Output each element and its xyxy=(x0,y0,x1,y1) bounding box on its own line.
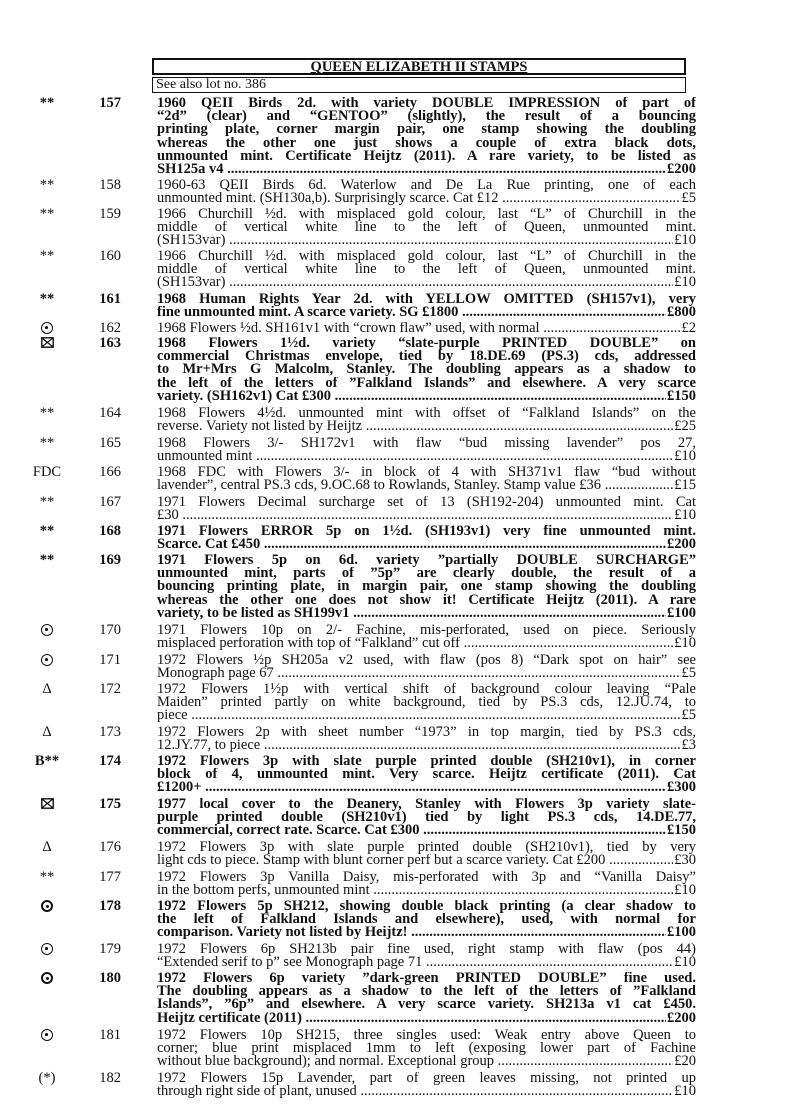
lot-description xyxy=(157,407,696,433)
lot-number: 166 xyxy=(99,464,121,480)
description-text: Heijtz certificate (2011) xyxy=(157,1011,302,1025)
lot-number: 168 xyxy=(99,523,121,539)
description-line: to Mr+Mrs G Malcolm, Stanley. The doubling appears as a shadow to xyxy=(157,363,696,377)
lot-price: £10 xyxy=(674,450,696,464)
description-line: the left of the letters of ”Falkland Islands” and elsewhere. A very scarce xyxy=(157,376,696,390)
description-line xyxy=(157,854,696,867)
lot-condition: Δ xyxy=(42,839,52,855)
lot-description xyxy=(157,554,696,620)
lot-price: £5 xyxy=(681,667,696,681)
description-line: 1972 Flowers 3p Vanilla Daisy, mis-perforated with 3p and “Vanilla Daisy” xyxy=(157,871,696,885)
lot-condition: ** xyxy=(39,494,55,510)
lot-description xyxy=(157,1072,696,1098)
lot-description xyxy=(157,943,696,969)
lot-description xyxy=(157,437,696,463)
lot-number: 160 xyxy=(99,248,121,264)
description-line: middle of vertical white line to the left of Queen, unmounted mint. xyxy=(157,263,696,277)
lot-condition: ** xyxy=(39,405,55,421)
lot-price: £10 xyxy=(674,1085,696,1099)
description-line xyxy=(157,1085,696,1098)
lot-price: £800 xyxy=(667,306,696,320)
lot-number: 179 xyxy=(99,941,121,957)
lot-description xyxy=(157,322,696,335)
description-text: (SH153var) xyxy=(157,234,226,248)
lot-condition: ** xyxy=(39,869,55,885)
lot-condition: ** xyxy=(39,177,55,193)
lot-number: 162 xyxy=(99,320,121,336)
used-stamp-icon xyxy=(30,1029,64,1043)
lot-number: 172 xyxy=(99,681,121,697)
description-line: whereas the other one just shows a couple of extra black dots, xyxy=(157,136,696,150)
description-line: 1972 Flowers 10p SH215, three singles used: Weak entry above Queen to xyxy=(157,1029,696,1043)
lot-price: £100 xyxy=(667,926,696,940)
description-line xyxy=(157,709,696,722)
description-line: 1966 Churchill ½d. with misplaced gold colour, last “L” of Churchill in the xyxy=(157,250,696,264)
description-line: 1968 Human Rights Year 2d. with YELLOW OMITTED (SH157v1), very xyxy=(157,293,696,307)
lot-condition: ** xyxy=(39,248,55,264)
lot-description xyxy=(157,1029,696,1069)
lot-price: £150 xyxy=(667,389,696,403)
lot-price: £10 xyxy=(674,234,696,248)
description-text: Scarce. Cat £450 xyxy=(157,538,261,552)
description-text: £30 xyxy=(157,509,179,523)
lot-price: £20 xyxy=(674,1055,696,1069)
description-line: 1968 Flowers 4½d. unmounted mint with offset of “Falkland Islands” on the xyxy=(157,407,696,421)
lot-description xyxy=(157,466,696,492)
lot-price: £5 xyxy=(681,192,696,206)
see-also-note: See also lot no. 386 xyxy=(152,77,686,93)
lot-description xyxy=(157,798,696,838)
lot-condition: ** xyxy=(39,291,55,307)
description-text: through right side of plant, unused xyxy=(157,1085,357,1099)
lot-price: £30 xyxy=(674,854,696,868)
description-line: 1972 Flowers ½p SH205a v2 used, with flaw (pos 8) “Dark spot on hair” see xyxy=(157,654,696,668)
lot-description xyxy=(157,97,696,176)
lot-number: 158 xyxy=(99,177,121,193)
lot-price: £3 xyxy=(681,739,696,753)
lot-number: 174 xyxy=(99,753,121,769)
description-text: unmounted mint. (SH130a,b). Surprisingly scarce. Cat £12 xyxy=(157,192,499,206)
lot-condition: B** xyxy=(34,753,60,769)
lot-number: 175 xyxy=(99,796,121,812)
description-text: unmounted mint xyxy=(157,450,253,464)
lot-price: £5 xyxy=(681,709,696,723)
description-line: 1972 Flowers 15p Lavender, part of green leaves missing, not printed up xyxy=(157,1072,696,1086)
description-text: 1968 Flowers ½d. SH161v1 with “crown flaw” used, with normal xyxy=(157,322,540,336)
description-text: variety. (SH162v1) Cat £300 xyxy=(157,389,331,403)
description-line xyxy=(157,276,696,289)
used-stamp-icon xyxy=(30,972,64,986)
description-line: purple printed double (SH210v1) tied by light PS.3 cds, 14.DE.77, xyxy=(157,811,696,825)
lot-number: 171 xyxy=(99,652,121,668)
description-line xyxy=(157,1012,696,1025)
lot-description xyxy=(157,293,696,319)
description-line xyxy=(157,163,696,176)
lot-price: £10 xyxy=(674,509,696,523)
lot-condition: FDC xyxy=(32,464,62,480)
description-line: 1972 Flowers 6p SH213b pair fine used, right stamp with flaw (pos 44) xyxy=(157,943,696,957)
lot-number: 163 xyxy=(99,335,121,351)
lot-price: £100 xyxy=(667,606,696,620)
description-line xyxy=(157,450,696,463)
description-line: whereas the other one does not show it! Certificate Heijtz (2011). A rare xyxy=(157,593,696,607)
lot-number: 180 xyxy=(99,970,121,986)
description-line: 1968 Flowers 3/- SH172v1 with flaw “bud missing lavender” pos 27, xyxy=(157,437,696,451)
lot-number: 178 xyxy=(99,898,121,914)
lot-number: 159 xyxy=(99,206,121,222)
lot-description xyxy=(157,755,696,795)
lot-description xyxy=(157,900,696,940)
lot-number: 181 xyxy=(99,1027,121,1043)
used-stamp-icon xyxy=(30,900,64,914)
description-line xyxy=(157,667,696,680)
description-line xyxy=(157,192,696,205)
lot-condition: Δ xyxy=(42,724,52,740)
description-line: the left of Falkland Islands and elsewhere), used, with normal for xyxy=(157,913,696,927)
description-line xyxy=(157,390,696,403)
description-line: 1972 Flowers 2p with sheet number “1973” in top margin, tied by PS.3 cds, xyxy=(157,726,696,740)
lot-price: £200 xyxy=(667,538,696,552)
lot-description xyxy=(157,683,696,723)
lot-number: 173 xyxy=(99,724,121,740)
lot-description xyxy=(157,525,696,551)
description-text: Monograph page 67 xyxy=(157,667,274,681)
lot-description xyxy=(157,179,696,205)
description-line: middle of vertical white line to the left of Queen, unmounted mint. xyxy=(157,221,696,235)
description-text: comparison. Variety not listed by Heijtz! xyxy=(157,926,408,940)
lot-description xyxy=(157,871,696,897)
description-text: “Extended serif to p” see Monograph page 71 xyxy=(157,956,423,970)
description-text: (SH153var) xyxy=(157,276,226,290)
cover-envelope-icon xyxy=(30,798,64,811)
description-line xyxy=(157,607,696,620)
lot-description xyxy=(157,972,696,1025)
lot-price: £10 xyxy=(674,276,696,290)
description-text: fine unmounted mint. A scarce variety. SG £1800 xyxy=(157,306,459,320)
lot-description xyxy=(157,726,696,752)
description-line: 1972 Flowers 1½p with vertical shift of background colour leaving “Pale xyxy=(157,683,696,697)
description-line: 1971 Flowers ERROR 5p on 1½d. (SH193v1) very fine unmounted mint. xyxy=(157,525,696,539)
description-line xyxy=(157,824,696,837)
description-line xyxy=(157,322,696,335)
lot-condition: ** xyxy=(39,523,55,539)
description-line xyxy=(157,234,696,247)
lot-condition: ** xyxy=(39,552,55,568)
lot-number: 167 xyxy=(99,494,121,510)
lot-price: £150 xyxy=(667,824,696,838)
description-line: 1968 FDC with Flowers 3/- in block of 4 with SH371v1 flaw “bud without xyxy=(157,466,696,480)
description-line: 1971 Flowers Decimal surcharge set of 13 (SH192-204) unmounted mint. Cat xyxy=(157,496,696,510)
lot-price: £200 xyxy=(667,162,696,177)
description-line: 1972 Flowers 6p variety ”dark-green PRINTED DOUBLE” fine used. xyxy=(157,972,696,986)
description-line xyxy=(157,781,696,794)
lot-price: £200 xyxy=(667,1011,696,1025)
lot-condition: (*) xyxy=(38,1070,56,1086)
description-text: without blue background); and normal. Exceptional group xyxy=(157,1055,495,1069)
cover-envelope-icon xyxy=(30,337,64,350)
description-line: unmounted mint. Certificate Heijtz (2011). A rare variety, to be listed as xyxy=(157,149,696,163)
description-line xyxy=(157,479,696,492)
used-stamp-icon xyxy=(30,322,64,336)
lot-description xyxy=(157,208,696,248)
lot-price: £15 xyxy=(674,479,696,493)
description-line: commercial Christmas envelope, tied by 18.DE.69 (PS.3) cds, addressed xyxy=(157,350,696,364)
description-text: SH125a v4 xyxy=(157,162,224,177)
description-text: lavender”, central PS.3 cds, 9.OC.68 to Rowlands, Stanley. Stamp value £36 xyxy=(157,479,602,493)
description-line: 1966 Churchill ½d. with misplaced gold colour, last “L” of Churchill in the xyxy=(157,208,696,222)
lot-number: 176 xyxy=(99,839,121,855)
description-text: piece xyxy=(157,709,188,723)
lot-description xyxy=(157,624,696,650)
description-line xyxy=(157,1055,696,1068)
description-line: 1972 Flowers 5p SH212, showing double black printing (a clear shadow to xyxy=(157,900,696,914)
description-line: unmounted mint, parts of ”5p” are clearly double, the result of a xyxy=(157,567,696,581)
description-line: corner; blue print misplaced 1mm to left (exposing lower part of Fachine xyxy=(157,1042,696,1056)
description-text: misplaced perforation with top of “Falkland” cut off xyxy=(157,637,460,651)
section-title: QUEEN ELIZABETH II STAMPS xyxy=(152,58,686,75)
description-line: 1972 Flowers 3p with slate purple printed double (SH210v1), tied by very xyxy=(157,841,696,855)
lot-price: £10 xyxy=(674,956,696,970)
description-line: printing plate, corner margin pair, one stamp showing the doubling xyxy=(157,123,696,137)
description-line xyxy=(157,956,696,969)
description-line: 1971 Flowers 10p on 2/- Fachine, mis-perforated, used on piece. Seriously xyxy=(157,624,696,638)
description-line: Maiden” printed partly on white background, tied by PS.3 cds, 12.JU.74, to xyxy=(157,696,696,710)
description-line xyxy=(157,739,696,752)
description-line: 1960-63 QEII Birds 6d. Waterlow and De La Rue printing, one of each xyxy=(157,179,696,193)
lot-number: 177 xyxy=(99,869,121,885)
lot-description xyxy=(157,654,696,680)
description-line: The doubling appears as a shadow to the left of the letters of ”Falkland xyxy=(157,985,696,999)
lot-condition: ** xyxy=(39,206,55,222)
lot-number: 170 xyxy=(99,622,121,638)
lot-description xyxy=(157,841,696,867)
description-line: 1977 local cover to the Deanery, Stanley with Flowers 3p variety slate- xyxy=(157,798,696,812)
lot-description xyxy=(157,496,696,522)
description-line: Islands”, ”6p” and elsewhere. A very scarce variety. SH213a v1 cat £450. xyxy=(157,998,696,1012)
description-line xyxy=(157,538,696,551)
lot-condition: ** xyxy=(39,95,55,111)
lot-description xyxy=(157,337,696,403)
description-text: variety, to be listed as SH199v1 xyxy=(157,606,350,620)
description-line: 1968 Flowers 1½d. variety “slate-purple PRINTED DOUBLE” on xyxy=(157,337,696,351)
description-text: reverse. Variety not listed by Heijtz xyxy=(157,420,363,434)
description-line xyxy=(157,420,696,433)
description-line: “2d” (clear) and “GENTOO” (slightly), the result of a bouncing xyxy=(157,110,696,124)
description-line: 1971 Flowers 5p on 6d. variety ”partially DOUBLE SURCHARGE” xyxy=(157,554,696,568)
lot-price: £300 xyxy=(667,781,696,795)
description-line xyxy=(157,884,696,897)
lot-number: 164 xyxy=(99,405,121,421)
used-stamp-icon xyxy=(30,654,64,668)
lot-price: £10 xyxy=(674,637,696,651)
lot-condition: ** xyxy=(39,435,55,451)
description-text: 12.JY.77, to piece xyxy=(157,739,261,753)
description-text: £1200+ xyxy=(157,781,202,795)
used-stamp-icon xyxy=(30,624,64,638)
lot-number: 169 xyxy=(99,552,121,568)
description-line xyxy=(157,509,696,522)
lot-description xyxy=(157,250,696,290)
description-line xyxy=(157,306,696,319)
lot-price: £10 xyxy=(674,884,696,898)
description-line xyxy=(157,637,696,650)
lot-condition: Δ xyxy=(42,681,52,697)
description-text: light cds to piece. Stamp with blunt corner perf but a scarce variety. Cat £200 xyxy=(157,854,606,868)
lot-price: £2 xyxy=(681,322,696,336)
description-line: 1972 Flowers 3p with slate purple printed double (SH210v1), in corner xyxy=(157,755,696,769)
lot-number: 161 xyxy=(99,291,121,307)
description-text: in the bottom perfs, unmounted mint xyxy=(157,884,370,898)
lot-number: 157 xyxy=(99,95,121,111)
lot-number: 182 xyxy=(99,1070,121,1086)
description-line: bouncing printing plate, in margin pair, one stamp showing the doubling xyxy=(157,580,696,594)
description-text: commercial, correct rate. Scarce. Cat £300 xyxy=(157,824,420,838)
used-stamp-icon xyxy=(30,943,64,957)
lot-number: 165 xyxy=(99,435,121,451)
lot-price: £25 xyxy=(674,420,696,434)
description-line xyxy=(157,926,696,939)
description-line: block of 4, unmounted mint. Very scarce. Heijtz certificate (2011). Cat xyxy=(157,768,696,782)
description-line: 1960 QEII Birds 2d. with variety DOUBLE IMPRESSION of part of xyxy=(157,97,696,111)
